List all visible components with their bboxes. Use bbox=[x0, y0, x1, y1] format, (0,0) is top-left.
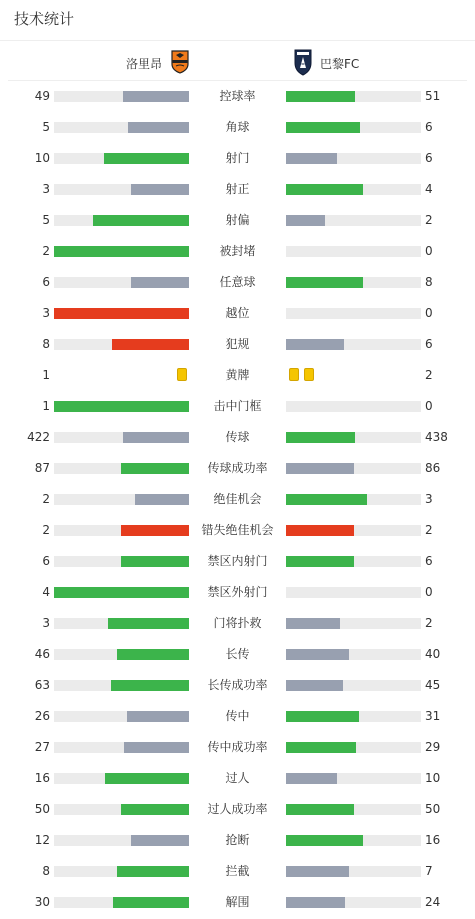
home-value: 49 bbox=[34, 89, 50, 103]
home-value: 16 bbox=[34, 771, 50, 785]
home-bar-fill bbox=[124, 742, 189, 753]
home-bar-track bbox=[54, 587, 189, 598]
away-bar-track bbox=[286, 804, 421, 815]
away-bar-track bbox=[286, 339, 421, 350]
away-bar-track bbox=[286, 494, 421, 505]
stat-row bbox=[0, 484, 475, 515]
home-value: 5 bbox=[42, 120, 50, 134]
home-value: 46 bbox=[34, 647, 50, 661]
home-value: 2 bbox=[42, 244, 50, 258]
away-bar-track bbox=[286, 184, 421, 195]
stat-row bbox=[0, 174, 475, 205]
away-team-logo-icon bbox=[292, 48, 314, 80]
stat-row bbox=[0, 267, 475, 298]
away-value: 40 bbox=[425, 647, 441, 661]
stat-row bbox=[0, 825, 475, 856]
home-value: 8 bbox=[42, 337, 50, 351]
home-bar-fill bbox=[121, 463, 189, 474]
away-value: 31 bbox=[425, 709, 441, 723]
home-value: 12 bbox=[34, 833, 50, 847]
stat-label: 抢断 bbox=[225, 833, 250, 847]
home-bar-track bbox=[54, 866, 189, 877]
home-bar-fill bbox=[108, 618, 189, 629]
stat-row bbox=[0, 453, 475, 484]
stat-row bbox=[0, 391, 475, 422]
home-bar-fill bbox=[121, 804, 189, 815]
away-bar-fill bbox=[286, 742, 356, 753]
home-value: 26 bbox=[34, 709, 50, 723]
away-bar-fill bbox=[286, 556, 354, 567]
away-bar-track bbox=[286, 773, 421, 784]
away-value: 16 bbox=[425, 833, 441, 847]
yellow-card-icon bbox=[289, 368, 299, 381]
team-header bbox=[0, 46, 475, 78]
home-yellow-cards bbox=[174, 368, 189, 382]
home-bar-track bbox=[54, 463, 189, 474]
home-bar-track bbox=[54, 649, 189, 660]
home-bar-track bbox=[54, 122, 189, 133]
away-bar-fill bbox=[286, 773, 337, 784]
home-value: 63 bbox=[34, 678, 50, 692]
away-bar-fill bbox=[286, 618, 340, 629]
away-bar-track bbox=[286, 866, 421, 877]
away-bar-fill bbox=[286, 897, 345, 908]
stat-row bbox=[0, 205, 475, 236]
home-bar-fill bbox=[123, 432, 189, 443]
away-bar-fill bbox=[286, 649, 349, 660]
stat-label: 传球成功率 bbox=[207, 461, 268, 475]
home-bar-fill bbox=[123, 91, 189, 102]
stat-row bbox=[0, 670, 475, 701]
stat-row bbox=[0, 329, 475, 360]
stat-row bbox=[0, 422, 475, 453]
home-bar-track bbox=[54, 618, 189, 629]
stat-label: 射正 bbox=[225, 182, 250, 196]
stat-label: 错失绝佳机会 bbox=[201, 523, 274, 537]
away-value: 3 bbox=[425, 492, 433, 506]
away-value: 45 bbox=[425, 678, 441, 692]
home-bar-track bbox=[54, 680, 189, 691]
home-bar-fill bbox=[112, 339, 189, 350]
away-bar-track bbox=[286, 587, 421, 598]
home-bar-fill bbox=[93, 215, 189, 226]
away-bar-track bbox=[286, 153, 421, 164]
away-bar-track bbox=[286, 680, 421, 691]
home-bar-track bbox=[54, 432, 189, 443]
away-bar-track bbox=[286, 649, 421, 660]
stat-label: 任意球 bbox=[219, 275, 256, 289]
home-value: 6 bbox=[42, 554, 50, 568]
away-value: 86 bbox=[425, 461, 441, 475]
stat-row bbox=[0, 112, 475, 143]
stat-label: 越位 bbox=[225, 306, 250, 320]
home-bar-fill bbox=[117, 866, 189, 877]
away-bar-track bbox=[286, 835, 421, 846]
away-bar-fill bbox=[286, 153, 337, 164]
home-bar-track bbox=[54, 804, 189, 815]
away-bar-track bbox=[286, 897, 421, 908]
away-bar-fill bbox=[286, 277, 363, 288]
away-value: 6 bbox=[425, 120, 433, 134]
stat-label: 传中 bbox=[225, 709, 250, 723]
stat-label: 长传成功率 bbox=[207, 678, 268, 692]
home-value: 1 bbox=[42, 399, 50, 413]
home-value: 3 bbox=[42, 306, 50, 320]
away-value: 2 bbox=[425, 213, 433, 227]
away-bar-fill bbox=[286, 835, 363, 846]
away-team-name: 巴黎FC bbox=[320, 57, 360, 71]
stat-label: 解围 bbox=[225, 895, 250, 909]
away-bar-fill bbox=[286, 91, 355, 102]
stat-label: 绝佳机会 bbox=[213, 492, 262, 506]
away-bar-fill bbox=[286, 866, 349, 877]
away-bar-track bbox=[286, 556, 421, 567]
home-team-logo-icon bbox=[170, 50, 190, 78]
away-bar-track bbox=[286, 711, 421, 722]
away-bar-track bbox=[286, 122, 421, 133]
home-team-name: 洛里昂 bbox=[126, 57, 163, 71]
away-value: 6 bbox=[425, 554, 433, 568]
stat-row bbox=[0, 515, 475, 546]
home-bar-fill bbox=[54, 246, 189, 257]
stat-row bbox=[0, 856, 475, 887]
away-value: 4 bbox=[425, 182, 433, 196]
home-bar-fill bbox=[113, 897, 189, 908]
away-value: 6 bbox=[425, 337, 433, 351]
stat-label: 黄牌 bbox=[225, 368, 250, 382]
home-value: 3 bbox=[42, 182, 50, 196]
away-bar-track bbox=[286, 463, 421, 474]
home-bar-track bbox=[54, 835, 189, 846]
stat-row bbox=[0, 546, 475, 577]
stat-label: 禁区外射门 bbox=[207, 585, 268, 599]
home-bar-fill bbox=[121, 556, 189, 567]
home-bar-fill bbox=[128, 122, 189, 133]
away-bar-fill bbox=[286, 432, 355, 443]
away-value: 8 bbox=[425, 275, 433, 289]
stat-row bbox=[0, 763, 475, 794]
away-value: 51 bbox=[425, 89, 441, 103]
away-value: 10 bbox=[425, 771, 441, 785]
stat-label: 犯规 bbox=[225, 337, 250, 351]
away-value: 29 bbox=[425, 740, 441, 754]
home-value: 4 bbox=[42, 585, 50, 599]
home-bar-track bbox=[54, 711, 189, 722]
stat-row bbox=[0, 732, 475, 763]
yellow-card-icon bbox=[177, 368, 187, 381]
stat-label: 击中门框 bbox=[213, 399, 262, 413]
away-value: 2 bbox=[425, 368, 433, 382]
away-bar-fill bbox=[286, 339, 344, 350]
away-bar-track bbox=[286, 401, 421, 412]
stat-row bbox=[0, 577, 475, 608]
away-bar-fill bbox=[286, 680, 343, 691]
stat-label: 被封堵 bbox=[219, 244, 256, 258]
home-bar-fill bbox=[135, 494, 189, 505]
page-title: 技术统计 bbox=[14, 10, 75, 28]
away-bar-track bbox=[286, 308, 421, 319]
home-value: 27 bbox=[34, 740, 50, 754]
stat-label: 控球率 bbox=[219, 89, 256, 103]
home-value: 2 bbox=[42, 523, 50, 537]
away-bar-track bbox=[286, 215, 421, 226]
stat-row bbox=[0, 81, 475, 112]
away-value: 7 bbox=[425, 864, 433, 878]
stat-label: 传中成功率 bbox=[207, 740, 268, 754]
home-bar-fill bbox=[131, 277, 189, 288]
home-bar-track bbox=[54, 339, 189, 350]
away-value: 0 bbox=[425, 585, 433, 599]
home-bar-fill bbox=[105, 773, 189, 784]
home-bar-track bbox=[54, 277, 189, 288]
away-bar-fill bbox=[286, 494, 367, 505]
home-bar-fill bbox=[54, 308, 189, 319]
stat-row bbox=[0, 701, 475, 732]
home-bar-track bbox=[54, 742, 189, 753]
yellow-card-icon bbox=[304, 368, 314, 381]
home-bar-track bbox=[54, 556, 189, 567]
home-bar-track bbox=[54, 184, 189, 195]
home-value: 30 bbox=[34, 895, 50, 909]
away-bar-track bbox=[286, 525, 421, 536]
title-divider bbox=[0, 40, 475, 41]
home-bar-fill bbox=[104, 153, 189, 164]
home-value: 2 bbox=[42, 492, 50, 506]
stat-label: 禁区内射门 bbox=[207, 554, 268, 568]
home-bar-fill bbox=[127, 711, 189, 722]
away-bar-fill bbox=[286, 184, 363, 195]
stat-row bbox=[0, 639, 475, 670]
home-bar-track bbox=[54, 308, 189, 319]
home-bar-track bbox=[54, 773, 189, 784]
stat-label: 传球 bbox=[225, 430, 250, 444]
away-bar-track bbox=[286, 91, 421, 102]
home-bar-track bbox=[54, 215, 189, 226]
away-bar-fill bbox=[286, 463, 354, 474]
home-value: 3 bbox=[42, 616, 50, 630]
stat-row bbox=[0, 236, 475, 267]
home-bar-fill bbox=[54, 401, 189, 412]
stat-label: 过人成功率 bbox=[207, 802, 268, 816]
home-bar-track bbox=[54, 153, 189, 164]
home-value: 6 bbox=[42, 275, 50, 289]
home-bar-track bbox=[54, 525, 189, 536]
stat-row bbox=[0, 360, 475, 391]
home-value: 5 bbox=[42, 213, 50, 227]
stat-label: 过人 bbox=[225, 771, 250, 785]
away-bar-track bbox=[286, 618, 421, 629]
stat-label: 射门 bbox=[225, 151, 250, 165]
away-bar-track bbox=[286, 246, 421, 257]
home-value: 8 bbox=[42, 864, 50, 878]
away-bar-fill bbox=[286, 804, 354, 815]
away-value: 2 bbox=[425, 523, 433, 537]
home-bar-track bbox=[54, 897, 189, 908]
home-bar-track bbox=[54, 401, 189, 412]
home-value: 50 bbox=[34, 802, 50, 816]
home-team[interactable] bbox=[126, 50, 190, 78]
home-value: 1 bbox=[42, 368, 50, 382]
away-bar-fill bbox=[286, 122, 360, 133]
home-bar-fill bbox=[111, 680, 189, 691]
home-bar-fill bbox=[117, 649, 189, 660]
away-value: 2 bbox=[425, 616, 433, 630]
stat-label: 拦截 bbox=[225, 864, 250, 878]
away-team[interactable] bbox=[292, 48, 359, 80]
away-bar-fill bbox=[286, 525, 354, 536]
stat-row bbox=[0, 298, 475, 329]
stat-label: 角球 bbox=[225, 120, 250, 134]
home-bar-fill bbox=[121, 525, 189, 536]
home-value: 10 bbox=[34, 151, 50, 165]
away-bar-fill bbox=[286, 711, 359, 722]
stat-label: 射偏 bbox=[225, 213, 250, 227]
away-bar-track bbox=[286, 277, 421, 288]
home-value: 422 bbox=[27, 430, 50, 444]
away-value: 0 bbox=[425, 399, 433, 413]
away-value: 0 bbox=[425, 244, 433, 258]
home-value: 87 bbox=[34, 461, 50, 475]
home-bar-track bbox=[54, 91, 189, 102]
home-bar-fill bbox=[131, 835, 189, 846]
home-bar-fill bbox=[131, 184, 189, 195]
away-value: 0 bbox=[425, 306, 433, 320]
stat-row bbox=[0, 794, 475, 825]
home-bar-track bbox=[54, 494, 189, 505]
stat-row bbox=[0, 887, 475, 918]
away-value: 50 bbox=[425, 802, 441, 816]
away-yellow-cards bbox=[286, 368, 316, 382]
stat-row bbox=[0, 143, 475, 174]
away-bar-fill bbox=[286, 215, 325, 226]
stat-label: 门将扑救 bbox=[213, 616, 262, 630]
home-bar-fill bbox=[54, 587, 189, 598]
home-bar-track bbox=[54, 246, 189, 257]
away-value: 438 bbox=[425, 430, 448, 444]
away-bar-track bbox=[286, 432, 421, 443]
away-bar-track bbox=[286, 742, 421, 753]
stat-label: 长传 bbox=[225, 647, 250, 661]
away-value: 6 bbox=[425, 151, 433, 165]
stat-row bbox=[0, 608, 475, 639]
away-value: 24 bbox=[425, 895, 441, 909]
